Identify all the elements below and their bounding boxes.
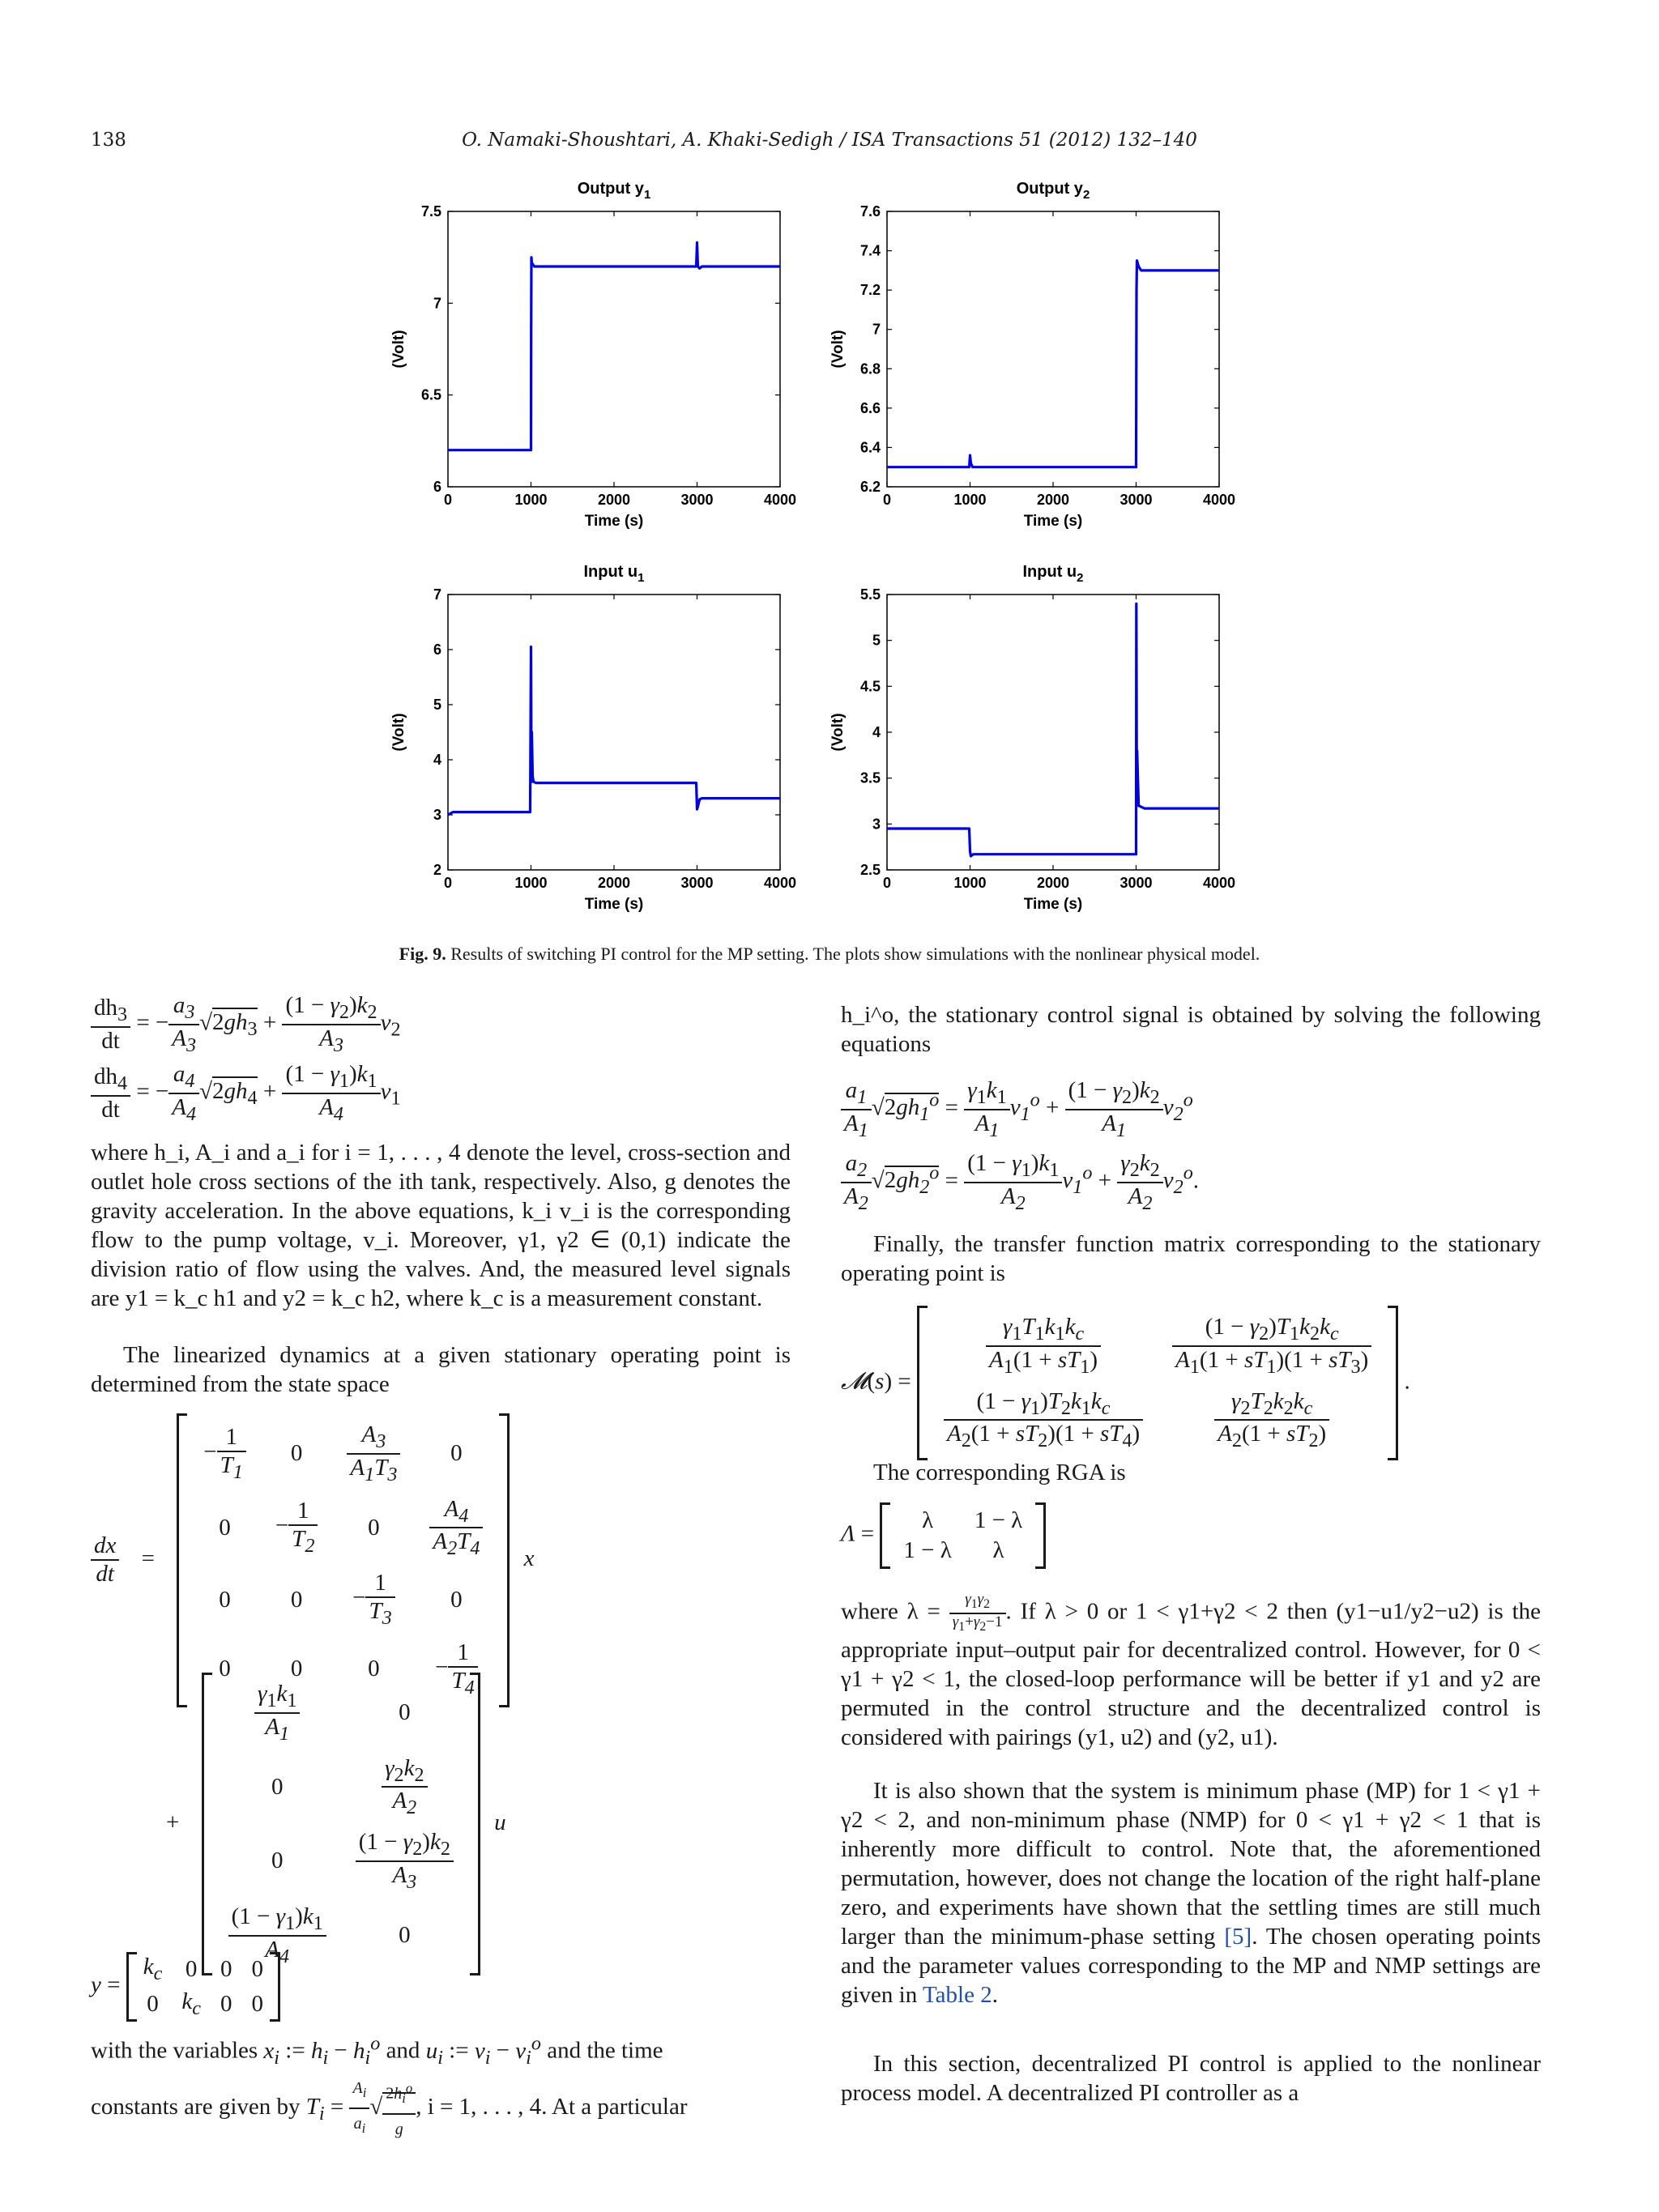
plot-3-xtick-label: 2000: [597, 875, 631, 891]
plot-3-title: Input $u_1$: [583, 563, 645, 585]
plot-3-axes-box: [448, 595, 780, 870]
plot-4-xlabel: Time (s): [1023, 896, 1083, 913]
plot-1-xtick-label: 4000: [763, 492, 797, 508]
plot-3-ytick-label: 6: [433, 641, 441, 658]
para3-c: and the time: [547, 2037, 663, 2064]
para3-a: with the variables: [91, 2037, 258, 2064]
running-head: O. Namaki-Shoushtari, A. Khaki-Sedigh / ISA Transactions 51 (2012) 132–140: [462, 130, 1197, 151]
plot-3-xtick-label: 3000: [680, 875, 714, 891]
plot-4-ytick-label: 5.5: [859, 586, 881, 603]
left-para-1: where h_i, A_i and a_i for i = 1, . . . , 4 denote the level, cross-section and outlet hole cross sections of the ith tank, respectively. Also, g denotes the gravity acceleration. In the above equations, k_i v_i is the corresponding flow to the pump voltage, v_i. Moreover, γ1, γ2 ∈ (0,1) indicate the division ratio of flow using the valves. And, the measured level signals are y1 = k_c h1 and y2 = k_c h2, where k_c is a measurement constant.: [91, 1140, 791, 1311]
table-2-link[interactable]: Table 2: [922, 1982, 992, 2008]
plot-1-xtick-label: 3000: [680, 492, 714, 508]
para5-a: It is also shown that the system is minimum phase (MP) for 1 < γ1 + γ2 < 2, and non-minimum phase (NMP) for 0 < γ1 + γ2 < 1 that is inherently more difficult to control. Note that, the aforementioned permutation, however, does not change the location of the right half-plane zero, and experiments have shown that the settling times are still much larger than the minimum-phase setting: [841, 1778, 1541, 1950]
plot-2-xlabel: Time (s): [1023, 513, 1083, 530]
right-para-2: Finally, the transfer function matrix corresponding to the stationary operating point is: [841, 1231, 1541, 1286]
para5-c: .: [992, 1982, 998, 2008]
plot-1-xtick-label: 2000: [597, 492, 631, 508]
plot-3-ytick-label: 4: [433, 752, 441, 768]
plot-1-axes-box: [448, 211, 780, 487]
matrix-b: $\frac{\gamma_1k_1}{A_1}$ 0 0 $\frac{\gamma_2k_2}{A_2}$ 0 $\frac{(1 - \gamma_2)k_2}{A_3}$ $\frac{(1 - \gamma_1)k_1}{A_4}$ 0: [202, 1673, 480, 1975]
plot-2-xtick-label: 3000: [1120, 492, 1153, 508]
plot-1-xtick-label: 1000: [514, 492, 548, 508]
plot-4-ylabel: (Volt): [830, 713, 847, 752]
plot-1-ytick-label: 6: [433, 479, 441, 495]
plot-2-ylabel: (Volt): [830, 330, 847, 369]
transfer-function-matrix: 𝓜(s) = $\frac{\gamma_1T_1k_1k_c}{A_1(1 + sT_1)}$ $\frac{(1 - \gamma_2)T_1k_2k_c}{A_1(1 + sT_1)(1 + sT_3)}$ $\frac{(1 - \gamma_1)T_2k_1k_c}{A_2(1 + sT_2)(1 + sT_4)}$ $\frac{\gamma_2T_2k_2k_c}{A_2(1 + sT_2)}$ .: [841, 1306, 1410, 1460]
left-para-2: The linearized dynamics at a given stationary operating point is determined from the state space: [91, 1342, 791, 1397]
right-para-4: where λ = $\frac{\gamma_1\gamma_2}{\gamma_1+\gamma_2-1}$ . If λ > 0 or 1 < γ1+γ2 < 2 then (y1−u1/y2−u2) is the appropriate input–output pair for decentralized control. However, for 0 < γ1 + γ2 < 1, the closed-loop performance will be better if y1 and y2 are permuted in the control structure and the decentralized control is considered with pairings (y1, u2) and (y2, u1).: [841, 1591, 1542, 1750]
plot-2-title-subscript: 2: [1082, 188, 1090, 202]
equation-dh3: $\frac{dh_3}{dt}$ = − $\frac{a_3}{A_3}$ $√2gh_3$ + $\frac{(1 - \gamma_2)k_2}{A_3}$ $v_2$: [91, 992, 804, 1057]
right-para-1: h_i^o, the stationary control signal is obtained by solving the following equations: [841, 1002, 1541, 1057]
plot-2-ytick-label: 6.6: [859, 399, 881, 416]
plot-2-ytick-label: 7.2: [859, 282, 881, 299]
caption-text: Results of switching PI control for the MP setting. The plots show simulations with the nonlinear physical model.: [450, 944, 1260, 964]
right-para-3: The corresponding RGA is: [873, 1460, 1126, 1485]
right-para-6: In this section, decentralized PI control is applied to the nonlinear process model. A decentralized PI controller as a: [841, 2051, 1541, 2106]
plot-2-xtick-label: 2000: [1036, 492, 1070, 508]
figure-caption: [0, 944, 1659, 965]
left-para-3: with the variables $x_i$ := $h_i - h_i^o$ and $u_i$ := $v_i - v_i^o$ and the time: [91, 2032, 663, 2069]
plot-1-xtick-label: 0: [443, 492, 453, 508]
plot-4-xtick-label: 1000: [953, 875, 987, 891]
plot-3-ylabel: (Volt): [390, 713, 407, 752]
plot-4-ytick-label: 3: [872, 816, 881, 833]
output-equation: y = $k_c$ 0 0 0 0 $k_c$ 0 0: [91, 1952, 280, 2022]
plot-4-xtick-label: 2000: [1036, 875, 1070, 891]
plot-3-xtick-label: 1000: [514, 875, 548, 891]
matrix-a: − $\frac{1}{T_1}$ 0 $\frac{A_3}{A_1T_3}$ 0 0 − $\frac{1}{T_2}$ 0 $\frac{A_4}{A_2T_4}$ 0 0 − $\frac{1}{T_3}$ 0 0 0 0 − $\frac{1}{T_4}$: [177, 1413, 510, 1707]
para4-a: constants are given by: [91, 2093, 301, 2120]
plot-4-ytick-label: 4.5: [859, 678, 881, 695]
plot-1-ylabel: (Volt): [390, 330, 407, 369]
plot-2-ytick-label: 6.2: [859, 479, 881, 495]
plot-4-ytick-label: 4: [872, 724, 881, 740]
para5-b: . The chosen operating points and the parameter values corresponding to the MP and NMP settings are given in: [841, 1924, 1542, 2008]
plot-2-axes-box: [887, 211, 1219, 487]
plot-3-ytick-label: 5: [433, 697, 441, 713]
plot-3-ytick-label: 7: [433, 586, 441, 603]
input-matrix-equation: + $\frac{\gamma_1k_1}{A_1}$ 0 0 $\frac{\gamma_2k_2}{A_2}$ 0 $\frac{(1 - \gamma_2)k_2}{A_3}$ $\frac{(1 - \gamma_1)k_1}{A_4}$ 0 u: [166, 1673, 506, 1975]
plot-3-ytick-label: 3: [433, 807, 441, 823]
figure-9: [0, 162, 1659, 940]
plot-3-xlabel: Time (s): [584, 896, 644, 913]
plot-1-ytick-label: 7.5: [420, 203, 441, 219]
stationary-equation-1: $\frac{a_1}{A_1}$ $√2gh_1^o$ = $\frac{\gamma_1k_1}{A_1}$ $v_1^o$ + $\frac{(1 - \gamma_2)k_2}{A_1}$ $v_2^o$: [841, 1077, 1193, 1142]
plot-2-ytick-label: 6.4: [859, 439, 881, 456]
plot-4-xtick-label: 0: [882, 875, 892, 891]
caption-label: Fig. 9.: [399, 944, 446, 964]
plot-1-title-subscript: 1: [643, 188, 651, 202]
state-space-equation: $\frac{dx}{dt}$ = − $\frac{1}{T_1}$ 0 $\frac{A_3}{A_1T_3}$ 0 0 − $\frac{1}{T_2}$ 0 $\frac{A_4}{A_2T_4}$ 0 0 − $\frac{1}{T_3}$ 0 0 0 0 − $\frac{1}{T_4}$ x: [91, 1413, 535, 1707]
plot-1-xlabel: Time (s): [584, 513, 644, 530]
plot-2-ytick-label: 7.6: [859, 203, 881, 219]
para4-b: , i = 1, . . . , 4. At a particular: [416, 2093, 688, 2120]
plot-2-ytick-label: 6.8: [859, 360, 881, 377]
plot-2-xtick-label: 0: [882, 492, 892, 508]
plot-4-title-subscript: 2: [1077, 571, 1084, 585]
plot-3-xtick-label: 0: [443, 875, 453, 891]
rga-equation: Λ = λ 1 − λ 1 − λ λ: [841, 1502, 1046, 1569]
plot-3-xtick-label: 4000: [763, 875, 797, 891]
reference-link-5[interactable]: [5]: [1224, 1924, 1252, 1950]
plot-3-ytick-label: 2: [433, 862, 441, 878]
plot-2-title: Output $y_2$: [1016, 180, 1090, 202]
plot-3-title-subscript: 1: [638, 571, 645, 585]
plot-4-ytick-label: 5: [872, 632, 881, 649]
plot-1-ytick-label: 7: [433, 295, 441, 312]
plot-2-xtick-label: 4000: [1202, 492, 1236, 508]
plot-4-ytick-label: 3.5: [859, 769, 881, 786]
para3-b: and: [386, 2037, 420, 2064]
plot-1-title: Output $y_1$: [577, 180, 651, 202]
plot-2-ytick-label: 7: [872, 321, 881, 338]
plot-4-ytick-label: 2.5: [859, 862, 881, 878]
plot-4-xtick-label: 4000: [1202, 875, 1236, 891]
plot-1-ytick-label: 6.5: [420, 386, 441, 403]
plot-2-ytick-label: 7.4: [859, 242, 881, 259]
para4-lambda-a: where λ =: [841, 1598, 940, 1625]
page-number: 138: [91, 130, 126, 151]
plot-4-xtick-label: 3000: [1120, 875, 1153, 891]
plot-2-xtick-label: 1000: [953, 492, 987, 508]
right-para-5: [841, 1776, 1541, 2010]
plot-4-title: Input $u_2$: [1022, 563, 1084, 585]
para4-lambda-b: . If λ > 0 or 1 < γ1+γ2 < 2 then (y1−u1/y2−u2) is the appropriate input–output pair for decentralized control. However, for 0 < γ1 + γ2 < 1, the closed-loop performance will be better if y1 and y2 are permuted in the control structure and the decentralized control is considered with pairings (y1, u2) and (y2, u1).: [841, 1598, 1542, 1750]
stationary-equation-2: $\frac{a_2}{A_2}$ $√2gh_2^o$ = $\frac{(1 - \gamma_1)k_1}{A_2}$ $v_1^o$ + $\frac{\gamma_2k_2}{A_2}$ $v_2^o$.: [841, 1150, 1199, 1215]
left-para-4: constants are given by $T_i$ = $\frac{A_i}{a_i}$ √ $\frac{2h_i^o}{g}$ , i = 1, . . . , 4. At a particular: [91, 2073, 791, 2144]
equation-dh4: $\frac{dh_4}{dt}$ = − $\frac{a_4}{A_4}$ $√2gh_4$ + $\frac{(1 - \gamma_1)k_1}{A_4}$ $v_1$: [91, 1061, 804, 1126]
